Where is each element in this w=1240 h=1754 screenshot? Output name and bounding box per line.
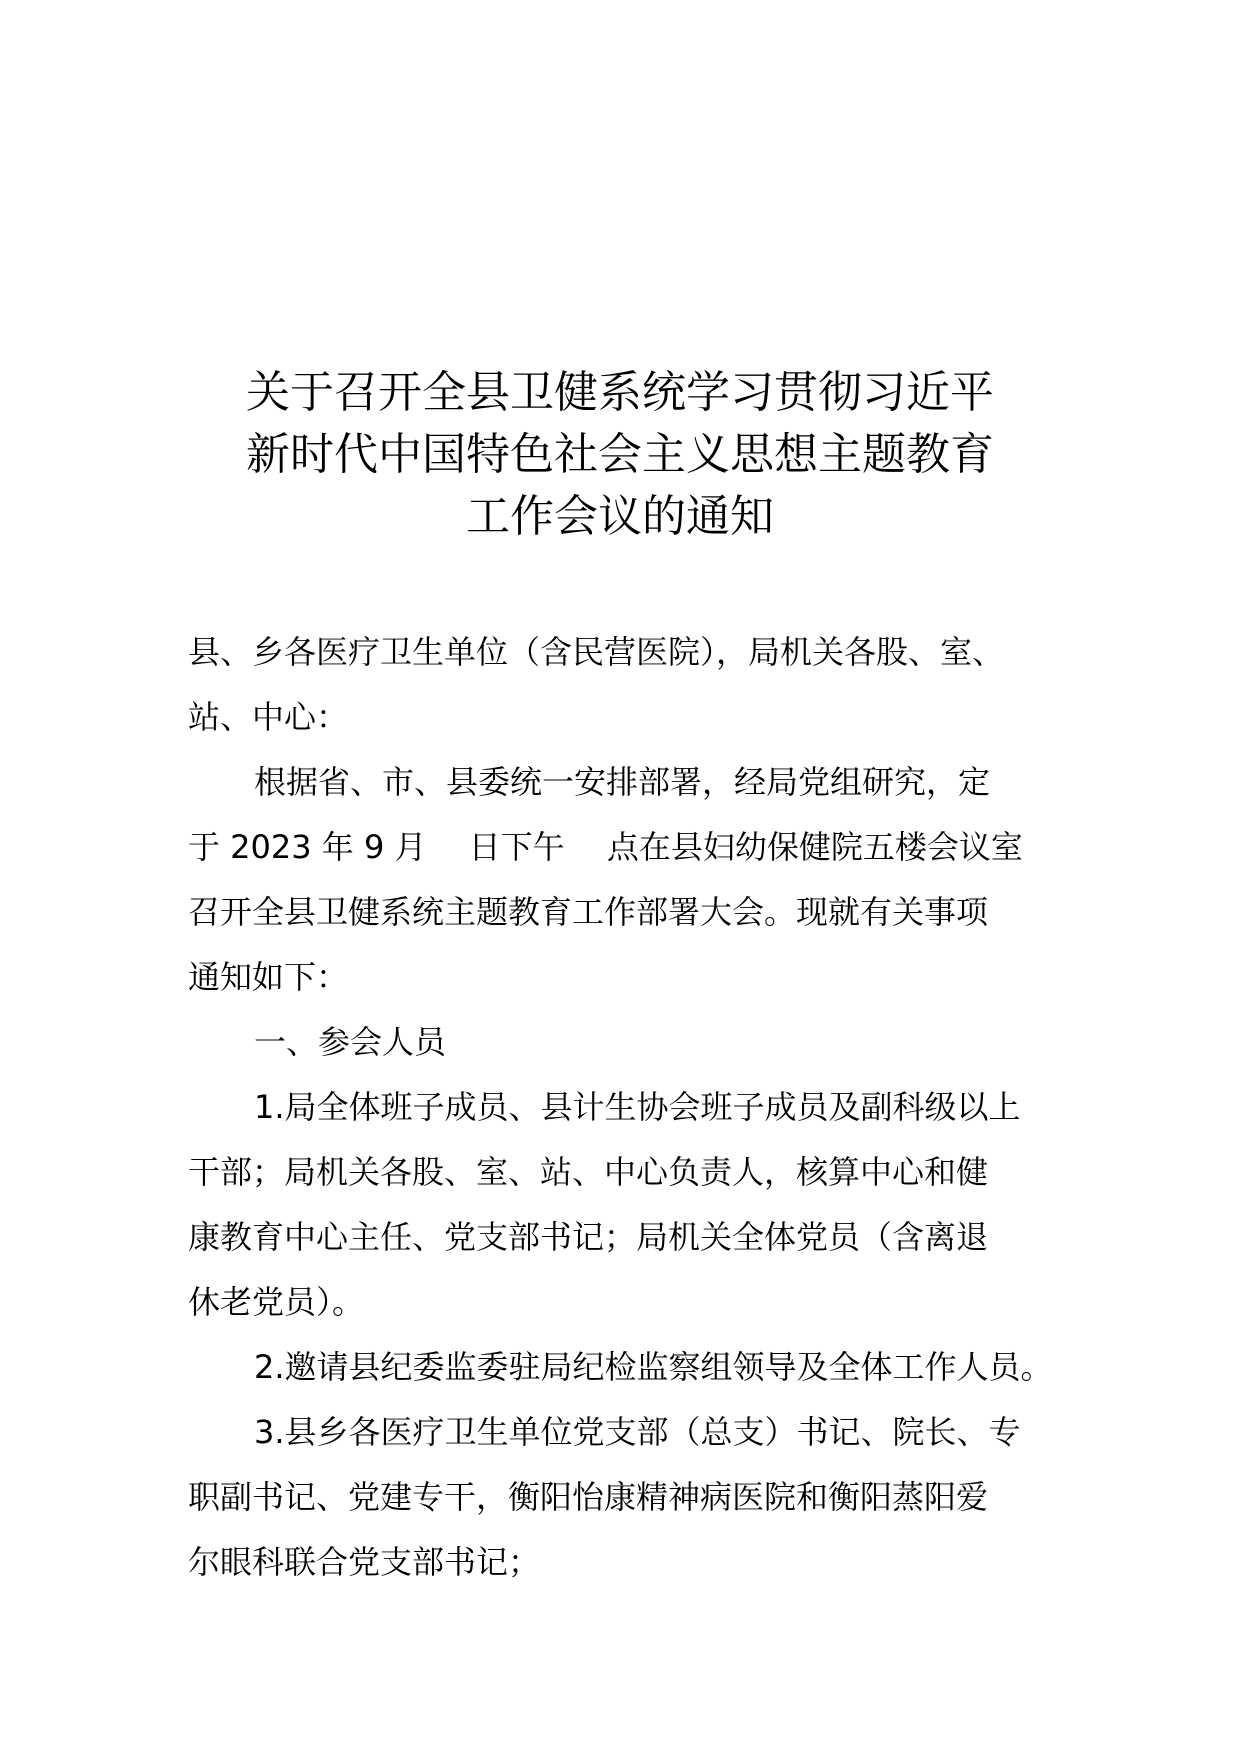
- intro-line-4: 通知如下：: [188, 958, 349, 996]
- title-line-2: 新时代中国特色社会主义思想主题教育: [246, 429, 994, 480]
- document-title: [140, 362, 1100, 548]
- item-1-line-4: 休老党员）。: [188, 1283, 365, 1321]
- item-1-line-1: 1.局全体班子成员、县计生协会班子成员及副科级以上: [254, 1088, 1021, 1126]
- document-body: [188, 620, 1068, 1595]
- item-3-line-1: 3.县乡各医疗卫生单位党支部（总支）书记、院长、专: [254, 1413, 1021, 1451]
- section-heading: 一、参会人员: [254, 1023, 447, 1061]
- intro-line-2: 于 2023 年 9 月 日下午 点在县妇幼保健院五楼会议室: [188, 828, 1023, 866]
- intro-line-1: 根据省、市、县委统一安排部署，经局党组研究，定: [254, 763, 991, 801]
- title-line-1: 关于召开全县卫健系统学习贯彻习近平: [246, 367, 994, 418]
- addressee-line-2: 站、中心：: [188, 698, 349, 736]
- title-line-3: 工作会议的通知: [466, 491, 774, 542]
- item-3-line-3: 尔眼科联合党支部书记；: [188, 1543, 541, 1581]
- item-1-line-2: 干部；局机关各股、室、站、中心负责人，核算中心和健: [188, 1153, 989, 1191]
- item-3-line-2: 职副书记、党建专干，衡阳怡康精神病医院和衡阳蒸阳爱: [188, 1478, 989, 1516]
- item-1-line-3: 康教育中心主任、党支部书记；局机关全体党员（含离退: [188, 1218, 989, 1256]
- item-2-line-1: 2.邀请县纪委监委驻局纪检监察组领导及全体工作人员。: [254, 1348, 1053, 1386]
- addressee-line-1: 县、乡各医疗卫生单位（含民营医院），局机关各股、室、: [188, 633, 1005, 671]
- intro-line-3: 召开全县卫健系统主题教育工作部署大会。现就有关事项: [188, 893, 989, 931]
